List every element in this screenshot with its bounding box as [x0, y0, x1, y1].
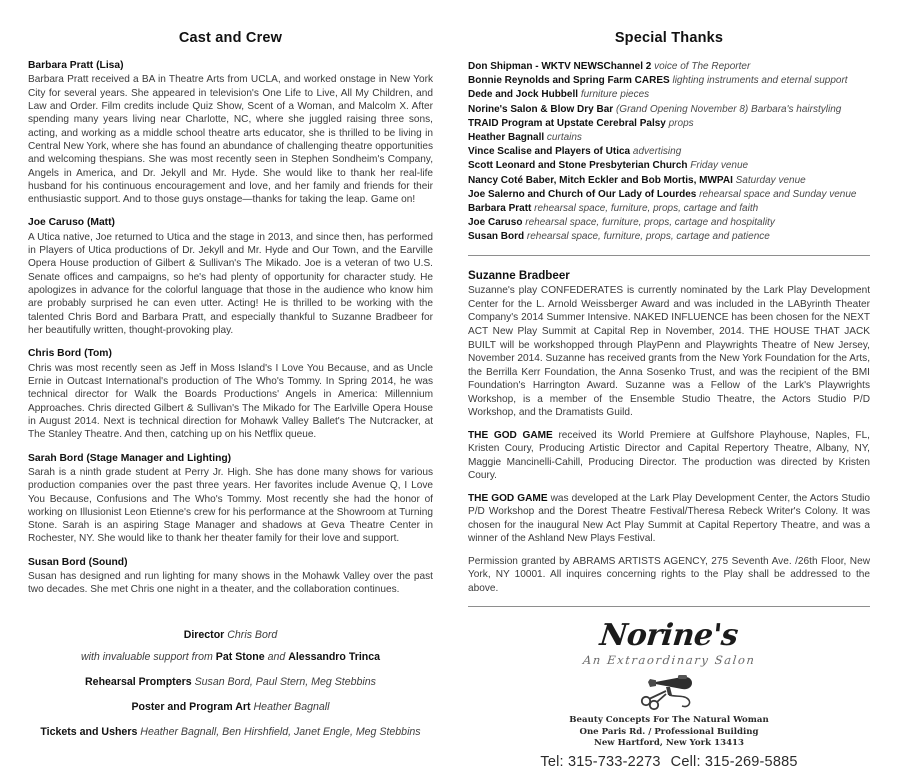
playwright-paragraph — [468, 492, 870, 546]
bio-entry — [28, 453, 433, 546]
thanks-what: advertising — [632, 146, 682, 158]
thanks-what: voice of The Reporter — [654, 61, 751, 72]
thanks-what: Saturday venue — [735, 174, 806, 186]
thanks-who: Nancy Coté Baber, Mitch Eckler and Bob Mortis, MWPAI — [468, 174, 733, 186]
credit-role-secondary: Alessandro Trinca — [288, 650, 381, 663]
list-item — [468, 88, 870, 102]
thanks-what: props — [668, 117, 694, 129]
ad-address-block — [468, 715, 870, 750]
credit-names: Chris Bord — [227, 628, 278, 641]
section-divider-top — [468, 255, 870, 256]
special-thanks-column — [468, 30, 870, 770]
bio-name: Chris Bord (Tom) — [28, 348, 112, 360]
special-thanks-list — [468, 60, 870, 244]
page-title-cast-and-crew: Cast and Crew — [178, 30, 283, 46]
bio-text: Chris was most recently seen as Jeff in Moss Island's I Love You Because, and as Uncle Ernie in Outcast International's production of The Who's Tommy. In Spring 2014, he was technical director for Walk the Boards Productions' Angels in America: Millennium Approaches. Chris directed Gilbert & Sullivan's The Mikado for The Earlville Opera House in August 2014. Next is technical direction for Mohawk Valley Ballet's The Nutcracker, at The Stanley Theatre. And then, catching up on his Netflix queue. — [28, 362, 433, 441]
thanks-what: rehearsal space, furniture, props, cartage and hospitality — [525, 217, 775, 229]
list-item — [468, 103, 870, 117]
playwright-name: Suzanne Bradbeer — [468, 269, 570, 283]
ad-tagline-wrap — [468, 651, 870, 669]
ad-logo-name: Norine's — [598, 618, 740, 654]
paragraph-lead: THE GOD GAME — [468, 429, 553, 441]
credit-names: Heather Bagnall, Ben Hirshfield, Janet Engle, Meg Stebbins — [140, 726, 421, 739]
credit-names: Heather Bagnall — [253, 701, 330, 713]
bio-entry — [28, 217, 433, 337]
production-credits — [28, 627, 433, 740]
thanks-what: rehearsal space, furniture, props, cartage and patience — [526, 231, 770, 243]
thanks-who: Heather Bagnall — [468, 131, 545, 143]
credit-line-director — [28, 627, 433, 643]
list-item — [468, 117, 870, 131]
bio-name: Barbara Pratt (Lisa) — [28, 60, 124, 71]
thanks-who: Vince Scalise and Players of Utica — [468, 146, 631, 158]
thanks-who: Joe Salerno and Church of Our Lady of Lourdes — [468, 188, 697, 200]
thanks-what: curtains — [546, 131, 582, 143]
bio-name: Joe Caruso (Matt) — [28, 217, 115, 229]
hair-dryer-and-scissors-icon — [468, 673, 870, 713]
credit-line-poster-and-program-art — [28, 699, 433, 715]
list-item — [468, 202, 870, 216]
bio-entry — [28, 60, 433, 206]
credit-line-rehearsal-prompters — [28, 674, 433, 690]
bio-text: Susan has designed and run lighting for many shows in the Mohawk Valley over the past two decades. She met Chris one night in a theater, and the collaboration continues. — [28, 571, 433, 596]
ad-logo-wordmark — [468, 618, 870, 654]
bio-name: Susan Bord (Sound) — [28, 556, 128, 568]
list-item — [468, 188, 870, 202]
playwright-paragraph — [468, 284, 870, 419]
paragraph-text: was developed at the Lark Play Development Center, the Actors Studio P/D Workshop and the Dorest Theatre Festival/Theresa Rebeck Writer's Colony. It was chosen for the inaugural New Act Play Summit at Capital Repertory Theatre, and was a winner of the Ashland New Plays Festival. — [468, 492, 870, 545]
bio-entry — [28, 348, 433, 441]
credit-joiner: and — [264, 650, 289, 663]
section-divider-bottom — [468, 606, 870, 607]
thanks-what: rehearsal space and Sunday venue — [699, 188, 857, 200]
ad-line-1: Beauty Concepts For The Natural Woman — [569, 715, 769, 726]
list-item — [468, 131, 870, 145]
thanks-what: lighting instruments and eternal support — [672, 75, 848, 87]
playwright-bio — [468, 269, 870, 595]
list-item — [468, 74, 870, 88]
ad-tagline: An Extraordinary Salon — [581, 653, 757, 668]
thanks-who: Scott Leonard and Stone Presbyterian Church — [468, 160, 688, 172]
paragraph-text: received its World Premiere at Gulfshore Playhouse, Naples, FL, Kristen Coury, Producing Artistic Director and Capital Repertory Theatre, Albany, NY, Maggie Mancinelli-Cahill, Producing Director. The production was directed by Kristen Coury. — [468, 429, 870, 482]
salon-advertisement — [468, 618, 870, 770]
list-item — [468, 230, 870, 244]
credit-line-tickets-and-ushers — [28, 724, 433, 740]
bio-entry — [28, 557, 433, 597]
thanks-who: Norine's Salon & Blow Dry Bar — [468, 103, 614, 115]
permission-notice — [468, 555, 870, 596]
credit-role: Rehearsal Prompters — [85, 675, 192, 688]
ad-phone-block — [468, 754, 870, 770]
thanks-what: (Grand Opening November 8) Barbara's hairstyling — [615, 103, 842, 115]
credit-role: Tickets and Ushers — [40, 726, 138, 739]
thanks-what: furniture pieces — [580, 89, 650, 101]
page-title-special-thanks: Special Thanks — [614, 30, 724, 46]
credit-role: Pat Stone — [215, 650, 265, 663]
thanks-who: Bonnie Reynolds and Spring Farm CARES — [468, 75, 670, 87]
bio-text: Barbara Pratt received a BA in Theatre Arts from UCLA, and worked onstage in New York City for several years. She appeared in television's One Life to Live, All My Children, and Law and Order. Film credits include Quiz Show, Scent of a Woman, and Malcolm X. After spending many years living near Charlotte, NC, where she juggled raising three sons, acting, and working as a middle school theatre arts educator, she is thrilled to be living in Central New York, where she has found an abundance of challenging theatre opportunities and welcoming thespians. She was most recently seen in Stephen Sondheim's Company, Angels in America, and Dr. Jekyll and Mr. Hyde. She would like to thank her real-life husband for his continuous encouragement and love, and her family and friends for their enthusiastic support. And to those guys onstage—thanks for taking the leap. Game on! — [28, 74, 433, 206]
playwright-paragraph — [468, 429, 870, 483]
credit-names: Susan Bord, Paul Stern, Meg Stebbins — [194, 675, 376, 688]
thanks-who: Joe Caruso — [468, 217, 523, 229]
cast-and-crew-column — [28, 30, 433, 749]
ad-line-2: One Paris Rd. / Professional Building — [579, 726, 759, 737]
list-item — [468, 60, 870, 74]
thanks-who: TRAID Program at Upstate Cerebral Palsy — [468, 117, 666, 129]
paragraph-text: Suzanne's play CONFEDERATES is currently nominated by the Lark Play Development Center for the L. Arnold Weissberger Award and was included in the LAByrinth Theater Company's 2014 Summer Intensive. NAKED INFLUENCE has been chosen for the NEXT ACT New Play Summit at Capital Rep in November, 2014. THE HOUSE THAT JACK BUILT will be workshopped through PlayPenn and Playwrights Theatre of New Jersey, November 2014. Suzanne has received grants from the New York Foundation for the Arts, the Berrilla Kerr Foundation, the Anna Sosenko Trust, and was the recipient of the BMI Foundation's Harrington Award. Suzanne was a Fellow of the Lark's Playwrights Workshop, is a member of the Ensemble Studio Theatre, the Actors Studio P/D Workshop, and the Dramatists Guild. — [468, 285, 870, 419]
paragraph-text: Permission granted by ABRAMS ARTISTS AGENCY, 275 Seventh Ave. /26th Floor, New York, NY 10001. All inquires concerning rights to the Play shall be addressed to the above. — [468, 555, 870, 594]
thanks-who: Don Shipman - WKTV NEWSChannel 2 — [468, 61, 652, 72]
ad-cell: Cell: 315-269-5885 — [670, 754, 798, 770]
thanks-who: Dede and Jock Hubbell — [468, 89, 579, 101]
credit-role: Director — [183, 628, 225, 641]
ad-line-3: New Hartford, New York 13413 — [593, 738, 745, 749]
thanks-what: Friday venue — [690, 160, 749, 172]
credit-lead: with invaluable support from — [80, 650, 216, 663]
bio-text: A Utica native, Joe returned to Utica and the stage in 2013, and since then, has performed in Players of Utica productions of Dr. Jekyll and Mr. Hyde and Our Town, and the Earville Opera House production of Gilbert & Sullivan's The Mikado. Joe is a veteran of two U.S. Senate offices and campaigns, so he's had plenty of opportunity for character study. He apologizes in advance for the colorful language that those in the audience who know him are probably surprised he can even utter. Acting! He is thrilled to be working with the talented Chris Bord and Barbara Pratt, and especially thankful to Suzanne Bradbeer for her beautifully written, thought-provoking play. — [28, 231, 433, 336]
list-item — [468, 159, 870, 173]
ad-tel: Tel: 315-733-2273 — [540, 754, 661, 770]
thanks-who: Barbara Pratt — [468, 202, 532, 214]
paragraph-lead: THE GOD GAME — [468, 492, 548, 504]
list-item — [468, 216, 870, 230]
credit-line-support — [28, 649, 433, 665]
thanks-what: rehearsal space, furniture, props, cartage and faith — [534, 202, 759, 214]
credit-role: Poster and Program Art — [131, 701, 251, 713]
list-item — [468, 174, 870, 188]
bio-text: Sarah is a ninth grade student at Perry Jr. High. She has done many shows for various production companies over the past three years. Her favorites include Avenue Q, I Love You Because, Confusions and The Who's Tommy. Most recently she had the honor of working on Illusionist Leon Etienne's crew for his performance at the Showroom at Turning Stone. Sarah is an aspiring Stage Manager and shadows at Geva Theatre Center in Rochester, NY. She would like to thank her theater family for their love and support. — [28, 466, 433, 545]
list-item — [468, 145, 870, 159]
bio-name: Sarah Bord (Stage Manager and Lighting) — [28, 452, 232, 464]
thanks-who: Susan Bord — [468, 231, 525, 243]
